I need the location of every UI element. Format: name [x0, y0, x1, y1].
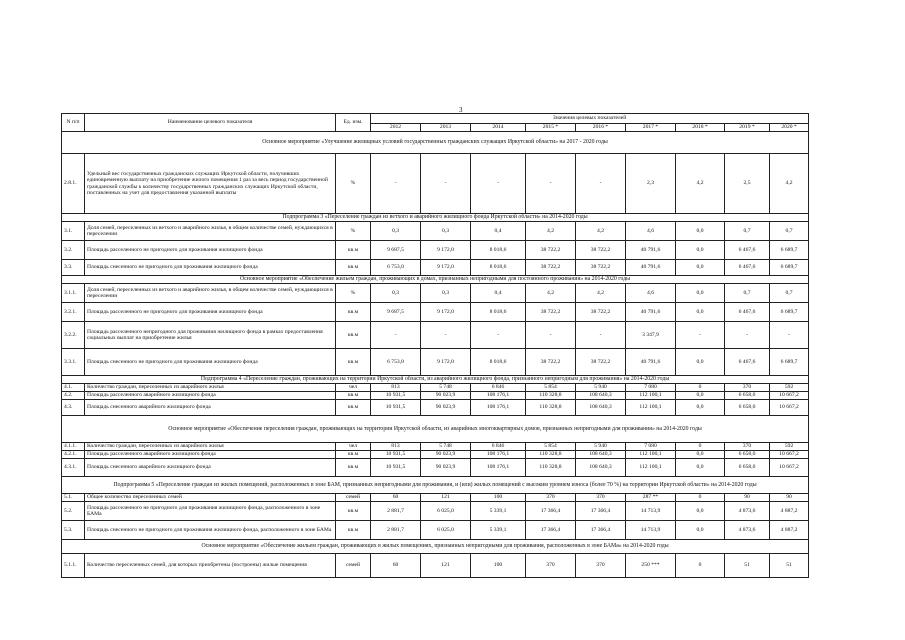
value-cell: 0 [676, 494, 725, 502]
value-cell: - [725, 322, 770, 349]
table-row [62, 451, 809, 459]
value-cell: 287 ** [626, 494, 676, 502]
value-cell: 4,6 [626, 222, 676, 241]
value-cell: 592 [770, 384, 809, 392]
value-cell: 4,2 [770, 154, 809, 214]
value-cell: 60 [371, 554, 421, 578]
value-cell: 0,0 [676, 502, 725, 521]
unit-cell: чел [336, 443, 371, 451]
value-cell: 17 366,4 [576, 502, 626, 521]
value-cell: 14 713,9 [626, 521, 676, 540]
value-cell: 0,0 [676, 241, 725, 260]
indicator-name: Площадь снесенного аварийного жилищного фонда [85, 459, 336, 477]
value-cell: 0 [676, 384, 725, 392]
table-row [62, 260, 809, 276]
unit-cell: кв.м [336, 451, 371, 459]
value-cell: 4,2 [676, 154, 725, 214]
unit-cell: % [336, 284, 371, 303]
value-cell: 0,0 [676, 400, 725, 416]
table-row [62, 303, 809, 322]
value-cell: 38 722,2 [526, 303, 576, 322]
row-code: 4.1.1. [62, 443, 85, 451]
value-cell: 10 931,5 [371, 400, 421, 416]
value-cell: 108 640,3 [576, 459, 626, 477]
value-cell: 14 713,9 [626, 502, 676, 521]
value-cell: 121 [421, 494, 471, 502]
header-unit: Ед. изм. [336, 114, 371, 132]
value-cell: 4 873,6 [725, 502, 770, 521]
section-title: Основное мероприятие «Обеспечение жильем граждан, проживающих в домах, признанных непригодными для постоянного проживания» на 2014-2020 годы [62, 276, 809, 284]
value-cell: 6 467,6 [725, 303, 770, 322]
table-body [62, 114, 809, 578]
section-row [62, 477, 809, 494]
value-cell: - [526, 322, 576, 349]
value-cell: 0,4 [471, 284, 526, 303]
value-cell: 9 172,0 [421, 241, 471, 260]
section-row [62, 214, 809, 222]
indicator-name: Доля семей, переселенных из ветхого и аварийного жилья, в общем количестве семей, нуждающихся в переселении [85, 222, 336, 241]
value-cell: 6 689,7 [770, 303, 809, 322]
section-row [62, 276, 809, 284]
value-cell: 6 658,0 [725, 459, 770, 477]
row-code: 4.1. [62, 384, 85, 392]
value-cell: 4,2 [576, 284, 626, 303]
value-cell: 108 640,3 [576, 400, 626, 416]
header-row [62, 114, 809, 124]
value-cell: 0,0 [676, 303, 725, 322]
value-cell: 0,7 [770, 284, 809, 303]
value-cell: 9 172,0 [421, 303, 471, 322]
row-code: 3.3.1. [62, 349, 85, 376]
row-code: 3.1.1. [62, 284, 85, 303]
section-row [62, 540, 809, 554]
value-cell: 0,3 [421, 222, 471, 241]
value-cell: 0,3 [371, 222, 421, 241]
value-cell: 108 640,3 [576, 451, 626, 459]
value-cell: 2,5 [725, 154, 770, 214]
value-cell: 60 [371, 494, 421, 502]
value-cell: 38 722,2 [576, 241, 626, 260]
indicator-name: Количество граждан, переселенных из аварийного жилья [85, 443, 336, 451]
unit-cell: кв.м [336, 322, 371, 349]
indicator-name: Общее количество переселенных семей [85, 494, 336, 502]
value-cell: 38 722,2 [526, 241, 576, 260]
value-cell: 8 018,6 [471, 349, 526, 376]
value-cell: 40 791,6 [626, 241, 676, 260]
indicator-name: Площадь расселенного не пригодного для проживания жилищного фонда [85, 303, 336, 322]
value-cell: - [471, 154, 526, 214]
page-number: 3 [459, 106, 463, 114]
value-cell: 0,0 [676, 222, 725, 241]
value-cell: 90 [725, 494, 770, 502]
value-cell: 4,2 [526, 284, 576, 303]
header-num: N п/п [62, 114, 85, 132]
value-cell: - [471, 322, 526, 349]
value-cell: 6 658,0 [725, 400, 770, 416]
value-cell: 370 [576, 554, 626, 578]
value-cell: 40 791,6 [626, 303, 676, 322]
section-title: Подпрограмма 4 «Переселение граждан, проживающих на территории Иркутской области, из аварийного жилищного фонда, признанного непригодным для проживания» на 2014-2020 годы [62, 376, 809, 384]
unit-cell: кв.м [336, 241, 371, 260]
unit-cell: кв.м [336, 303, 371, 322]
table-row [62, 400, 809, 416]
value-cell: 6 025,0 [421, 521, 471, 540]
value-cell: 9 687,5 [371, 241, 421, 260]
value-cell: 6 467,6 [725, 241, 770, 260]
value-cell: 17 366,4 [526, 521, 576, 540]
value-cell: 4 887,2 [770, 521, 809, 540]
section-title: Основное мероприятие «Улучшение жилищных условий государственных гражданских служащих Иркутской области» на 2017 - 2020 годы [62, 132, 809, 154]
value-cell: 592 [770, 443, 809, 451]
value-cell: 90 023,9 [421, 459, 471, 477]
row-code: 2.8.1. [62, 154, 85, 214]
value-cell: 121 [421, 554, 471, 578]
table-row [62, 384, 809, 392]
indicator-name: Площадь расселенного непригодного для проживания жилищного фонда в рамках предоставления социальных выплат на приобретение жилья [85, 322, 336, 349]
unit-cell: чел [336, 384, 371, 392]
value-cell: 40 791,6 [626, 349, 676, 376]
value-cell: 6 846 [471, 443, 526, 451]
value-cell: 6 025,0 [421, 502, 471, 521]
unit-cell: кв.м [336, 459, 371, 477]
value-cell: 10 667,2 [770, 459, 809, 477]
section-row [62, 376, 809, 384]
value-cell: 10 931,5 [371, 459, 421, 477]
value-cell: 100 [471, 494, 526, 502]
value-cell: 813 [371, 384, 421, 392]
value-cell: 370 [526, 494, 576, 502]
row-code: 5.1.1. [62, 554, 85, 578]
indicator-name: Площадь расселенного не пригодного для проживания жилищного фонда, расположенного в зоне БАМа [85, 502, 336, 521]
header-year: 2013 [421, 124, 471, 132]
value-cell: 2,3 [626, 154, 676, 214]
unit-cell: кв.м [336, 521, 371, 540]
value-cell: 110 328,8 [526, 400, 576, 416]
value-cell: 0,7 [725, 222, 770, 241]
header-year: 2019 * [725, 124, 770, 132]
value-cell: 5 748 [421, 384, 471, 392]
value-cell: 112 100,1 [626, 400, 676, 416]
unit-cell: кв.м [336, 349, 371, 376]
value-cell: 6 689,7 [770, 260, 809, 276]
indicator-name: Площадь снесенного аварийного жилищного фонда [85, 400, 336, 416]
value-cell: 9 172,0 [421, 349, 471, 376]
value-cell: 4,2 [576, 222, 626, 241]
table-row [62, 284, 809, 303]
row-code: 3.2.1. [62, 303, 85, 322]
value-cell: 100 [471, 554, 526, 578]
table-row [62, 241, 809, 260]
row-code: 5.2. [62, 502, 85, 521]
indicator-name: Удельный вес государственных гражданских служащих Иркутской области, получивших единовременную выплату на приобретение жилого помещения 1 раз за весь период государственной гражданской службы к количеству государственных гражданских служащих Иркутской области, поставленных на учет для предоставления указанной выплаты [85, 154, 336, 214]
value-cell: 0,4 [471, 222, 526, 241]
value-cell: 0,0 [676, 392, 725, 400]
indicator-name: Площадь снесенного не пригодного для проживания жилищного фонда [85, 260, 336, 276]
row-code: 5.3. [62, 521, 85, 540]
value-cell: 110 328,8 [526, 392, 576, 400]
row-code: 4.3. [62, 400, 85, 416]
value-cell: - [371, 322, 421, 349]
value-cell: 90 023,9 [421, 451, 471, 459]
indicator-name: Площадь снесенного не пригодного для проживания жилищного фонда, расположенного в зоне БАМа [85, 521, 336, 540]
value-cell: 5 339,1 [471, 521, 526, 540]
row-code: 4.3.1. [62, 459, 85, 477]
indicator-name: Площадь расселенного не пригодного для проживания жилищного фонда [85, 241, 336, 260]
value-cell: 6 658,0 [725, 451, 770, 459]
section-title: Подпрограмма 3 «Переселение граждан из ветхого и аварийного жилищного фонда Иркутской области» на 2014-2020 годы [62, 214, 809, 222]
value-cell: 4,6 [626, 284, 676, 303]
value-cell: 108 176,1 [471, 392, 526, 400]
value-cell: 0,3 [421, 284, 471, 303]
header-year: 2020 * [770, 124, 809, 132]
value-cell: 6 658,0 [725, 392, 770, 400]
table-row [62, 392, 809, 400]
row-code: 3.2. [62, 241, 85, 260]
row-code: 3.2.2. [62, 322, 85, 349]
indicator-name: Количество граждан, переселенных из аварийного жилья [85, 384, 336, 392]
header-year: 2016 * [576, 124, 626, 132]
value-cell: 3 347,9 [626, 322, 676, 349]
value-cell: 5 339,1 [471, 502, 526, 521]
value-cell: 8 018,6 [471, 260, 526, 276]
header-values: Значения целевых показателей [371, 114, 809, 124]
header-year: 2015 * [526, 124, 576, 132]
value-cell: 6 753,0 [371, 349, 421, 376]
value-cell: 90 023,9 [421, 400, 471, 416]
value-cell: 0,0 [676, 521, 725, 540]
unit-cell: семей [336, 554, 371, 578]
value-cell: 10 667,2 [770, 392, 809, 400]
row-code: 4.2. [62, 392, 85, 400]
value-cell: 370 [526, 554, 576, 578]
table-row [62, 154, 809, 214]
value-cell: - [371, 154, 421, 214]
table-row [62, 443, 809, 451]
value-cell: 38 722,2 [576, 260, 626, 276]
header-name: Наименование целевого показателя [85, 114, 336, 132]
section-row [62, 132, 809, 154]
value-cell: - [526, 154, 576, 214]
table-row [62, 349, 809, 376]
header-year: 2012 [371, 124, 421, 132]
value-cell: 370 [576, 494, 626, 502]
value-cell: 51 [770, 554, 809, 578]
row-code: 3.1. [62, 222, 85, 241]
value-cell: - [421, 322, 471, 349]
value-cell: 4 887,2 [770, 502, 809, 521]
value-cell: 0,0 [676, 349, 725, 376]
value-cell: 6 467,6 [725, 349, 770, 376]
value-cell: 10 667,2 [770, 451, 809, 459]
value-cell: 112 100,1 [626, 451, 676, 459]
value-cell: 6 467,6 [725, 260, 770, 276]
table-row [62, 521, 809, 540]
value-cell: 6 689,7 [770, 349, 809, 376]
value-cell: 6 689,7 [770, 241, 809, 260]
unit-cell: кв.м [336, 400, 371, 416]
value-cell: 813 [371, 443, 421, 451]
value-cell: 38 722,2 [526, 349, 576, 376]
value-cell: 108 640,3 [576, 392, 626, 400]
target-indicators-table [61, 113, 809, 578]
indicator-name: Площадь снесенного не пригодного для проживания жилищного фонда [85, 349, 336, 376]
value-cell: 108 176,1 [471, 451, 526, 459]
value-cell: 108 176,1 [471, 459, 526, 477]
value-cell: 5 940 [576, 443, 626, 451]
value-cell: 10 667,2 [770, 400, 809, 416]
value-cell: 9 687,5 [371, 303, 421, 322]
header-year: 2017 * [626, 124, 676, 132]
value-cell: 7 080 [626, 443, 676, 451]
section-title: Основное мероприятие «Обеспечение переселения граждан, проживающих на территории Иркутской области, из аварийных многоквартирных домов, признанных непригодными для проживания» на 2014-2020 годы [62, 416, 809, 443]
unit-cell: % [336, 222, 371, 241]
value-cell: - [576, 322, 626, 349]
row-code: 5.1. [62, 494, 85, 502]
header-year: 2018 * [676, 124, 725, 132]
value-cell: 0,7 [770, 222, 809, 241]
value-cell: 38 722,2 [526, 260, 576, 276]
value-cell: 112 100,1 [626, 459, 676, 477]
section-title: Основное мероприятие «Обеспечение жильем граждан, проживающих в жилых помещениях, признанных непригодными для проживания, расположенных в зоне БАМа» на 2014-2020 годы [62, 540, 809, 554]
value-cell: 4,2 [526, 222, 576, 241]
unit-cell: семей [336, 494, 371, 502]
value-cell: 6 753,0 [371, 260, 421, 276]
row-code: 4.2.1. [62, 451, 85, 459]
section-title: Подпрограмма 5 «Переселение граждан из жилых помещений, расположенных в зоне БАМ, признанных непригодными для проживания, и (или) жилых помещений с высоким уровнем износа (более 70 %) на территории Иркутской области» на 2014-2020 годы [62, 477, 809, 494]
value-cell: 2 881,7 [371, 521, 421, 540]
value-cell: 90 023,9 [421, 392, 471, 400]
value-cell: 5 940 [576, 384, 626, 392]
value-cell: 108 176,1 [471, 400, 526, 416]
unit-cell: кв.м [336, 502, 371, 521]
value-cell: 40 791,6 [626, 260, 676, 276]
value-cell: 90 [770, 494, 809, 502]
unit-cell: % [336, 154, 371, 214]
value-cell: 17 366,4 [576, 521, 626, 540]
indicator-name: Доля семей, переселенных из ветхого и аварийного жилья, в общем количестве семей, нуждающихся в переселении [85, 284, 336, 303]
value-cell: 8 018,6 [471, 241, 526, 260]
indicator-name: Площадь расселенного аварийного жилищного фонда [85, 451, 336, 459]
value-cell: 38 722,2 [576, 349, 626, 376]
value-cell: 0,0 [676, 451, 725, 459]
value-cell: 370 [725, 443, 770, 451]
value-cell: 0,0 [676, 284, 725, 303]
value-cell: 38 722,2 [576, 303, 626, 322]
value-cell: 5 748 [421, 443, 471, 451]
row-code: 3.3. [62, 260, 85, 276]
value-cell: 7 080 [626, 384, 676, 392]
value-cell: 9 172,0 [421, 260, 471, 276]
value-cell: 4 873,6 [725, 521, 770, 540]
value-cell: 2 881,7 [371, 502, 421, 521]
value-cell: 0,0 [676, 260, 725, 276]
value-cell: 250 *** [626, 554, 676, 578]
value-cell: 0,7 [725, 284, 770, 303]
unit-cell: кв.м [336, 260, 371, 276]
table-row [62, 554, 809, 578]
value-cell: - [676, 322, 725, 349]
value-cell: 10 931,5 [371, 392, 421, 400]
value-cell: 8 018,6 [471, 303, 526, 322]
unit-cell: кв.м [336, 392, 371, 400]
value-cell: 110 328,8 [526, 459, 576, 477]
header-year: 2014 [471, 124, 526, 132]
value-cell: 0,3 [371, 284, 421, 303]
value-cell: 51 [725, 554, 770, 578]
value-cell: 0 [676, 443, 725, 451]
value-cell: - [770, 322, 809, 349]
section-row [62, 416, 809, 443]
value-cell: 5 854 [526, 384, 576, 392]
value-cell: 17 366,4 [526, 502, 576, 521]
indicator-name: Количество переселенных семей, для которых приобретены (построены) жилые помещения [85, 554, 336, 578]
value-cell: 370 [725, 384, 770, 392]
value-cell: 10 931,5 [371, 451, 421, 459]
value-cell: 0,0 [676, 459, 725, 477]
table-row [62, 502, 809, 521]
table-row [62, 459, 809, 477]
value-cell: 112 100,1 [626, 392, 676, 400]
table-row [62, 222, 809, 241]
value-cell: - [576, 154, 626, 214]
value-cell: 110 328,8 [526, 451, 576, 459]
table-row [62, 322, 809, 349]
value-cell: - [421, 154, 471, 214]
value-cell: 0 [676, 554, 725, 578]
value-cell: 5 854 [526, 443, 576, 451]
table-row [62, 494, 809, 502]
value-cell: 6 846 [471, 384, 526, 392]
indicator-name: Площадь расселенного аварийного жилищного фонда [85, 392, 336, 400]
